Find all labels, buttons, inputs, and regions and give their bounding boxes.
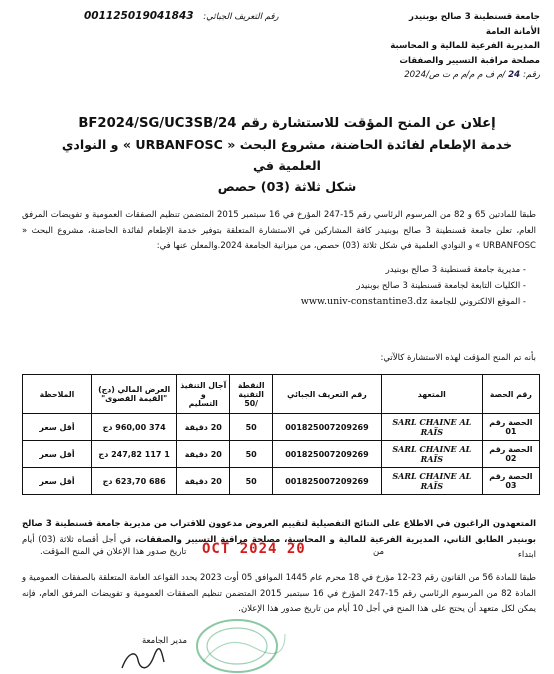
signatory-title: مدير الجامعة [142,636,188,646]
publication-list [301,262,526,310]
cell-tax-id: 001825007209269 [273,468,382,495]
website-label: الموقع الالكتروني للجامعة [429,297,521,307]
signature-block [142,634,187,648]
award-table [22,374,540,495]
announcement-title [60,114,514,197]
header-tech-score-line2: /50 [244,398,259,408]
cell-entity: SARL CHAINE AL RAÏS [381,468,482,495]
cell-tax-id: 001825007209269 [273,414,382,441]
intro-paragraph: طبقا للمادتين 65 و 82 من المرسوم الرئاسي رقم 15-247 المؤرخ في 16 سبتمبر 2015 المتضمن تنظيم الصفقات العمومية و تفويضات المرفق العام، تعلن جامعة قسنطينة 3 صالح بوبنيدر كافة المشاركين في الاستشارة المتعلقة بتوفير خدمة الإطعام لفائدة الحاضنة، مشروع البحث « URBANFOSC » و النوادي العلمية في شكل ثلاثة (03) حصص، من ميزانية الجامعة 2024.والمعلن عنها في: [22,210,537,251]
tax-id-label: رقم التعريف الجبائي: [203,12,279,22]
reference-line [325,68,540,83]
cell-delay: 20 دقيقة [177,414,230,441]
date-suffix: تاريخ صدور هذا الإعلان في المنح المؤقت. [40,547,187,557]
table-row [23,414,540,441]
date-stamp: 20 OCT 2024 [202,541,306,557]
cell-amount: 686 623,70 دج [92,468,177,495]
publication-item-website [301,294,526,310]
title-line-3: شكل ثلاثة (03) حصص [217,179,357,194]
reference-prefix: رقم: [523,70,540,81]
reference-suffix: /م ف م م/م م ت ص/2024 [404,70,506,81]
table-row [23,468,540,495]
header-delay-line1: آجال التنفيذ و [180,380,227,399]
official-seal-icon [185,612,290,674]
publication-item-faculties: - الكليات التابعة لجامعة قسنطينة 3 صالح بوبنيدر [301,278,526,294]
website-link[interactable]: www.univ-constantine3.dz [300,296,428,307]
cell-remark: أقل سعر [23,441,92,468]
cell-tech-score: 50 [230,414,273,441]
tax-id-value: 001125019041843 [84,10,194,22]
appeal-paragraph: طبقا للمادة 56 من القانون رقم 23-12 مؤرخ في 18 محرم عام 1445 الموافق 05 أوت 2023 يحدد القواعد العامة المتعلقة بالصفقات العمومية و المادة 82 من المرسوم الرئاسي رقم 15-247 المؤرخ في 16 سبتمبر 2015 المتضمن تنظيم الصفقات العمومية و تفويضات المرفق العام، فإنه يمكن لكل متعهد أن يحتج على هذا المنح في أجل 10 أيام من تاريخ صدور هذا الإعلان. [22,573,537,614]
subdirectorate-name: المديرية الفرعية للمالية و المحاسبة [390,41,540,52]
header-delay [177,375,230,414]
header-delay-line2: التسليم [188,398,218,408]
signature-mark-icon [118,646,166,674]
header-remarks: الملاحظة [23,375,92,414]
header-tech-score [230,375,273,414]
cell-entity: SARL CHAINE AL RAÏS [381,414,482,441]
table-intro: بأنه تم المنح المؤقت لهذه الاستشارة كالآتي: [380,353,536,363]
secretariat-name: الأمانة العامة [485,26,540,37]
cell-amount: 1 117 247,82 دج [92,441,177,468]
cell-entity: SARL CHAINE AL RAÏS [381,441,482,468]
cell-delay: 20 دقيقة [177,468,230,495]
tax-id-header [84,10,279,22]
cell-amount: 374 960,00 دج [92,414,177,441]
header-offer [92,375,177,414]
cell-remark: أقل سعر [23,414,92,441]
cell-tech-score: 50 [230,468,273,495]
publication-item-directorate: - مديرية جامعة قسنطينة 3 صالح بوبنيدر [301,262,526,278]
reference-number: 24 [508,70,521,81]
consultation-plain: في أجل أقصاه ثلاثة (03) أيام ابتداء [22,534,536,560]
header-lot: رقم الحصة [482,375,539,414]
cell-lot: الحصة رقم 02 [482,441,539,468]
title-line-2: خدمة الإطعام لفائدة الحاضنة، مشروع البحث « URBANFOSC » و النوادي العلمية في [61,137,513,173]
date-prefix: من [372,547,384,557]
consultation-bold: المتعهدون الراغبون في الاطلاع على النتائج التفصيلية لتقييم العروض مدعوون للاقتراب من مديرية جامعة قسنطينة 3 صالح بوبنيدر الطابق الثاني، المديرية الفرعية للمالية و المحاسبة، مصلحة مراقبة التسيير والصفقات، [22,519,536,545]
cell-lot: الحصة رقم 03 [482,468,539,495]
cell-delay: 20 دقيقة [177,441,230,468]
header-tax-id: رقم التعريف الجبائي [273,375,382,414]
header-tech-score-line1: النقطة التقنية [237,380,265,399]
table-header-row [23,375,540,414]
cell-remark: أقل سعر [23,468,92,495]
title-line-1: إعلان عن المنح المؤقت للاستشارة رقم BF2024/SG/UC3SB/24 [78,116,496,131]
header-offer-line2: "القيمة القصوى" [101,394,168,403]
header-offer-line1: العرض المالي (دج) [98,385,171,394]
header-entity: المتعهد [381,375,482,414]
university-name: جامعة قسنطينة 3 صالح بوبنيدر [409,12,540,22]
institution-header [325,10,540,83]
cell-tech-score: 50 [230,441,273,468]
office-name: مصلحة مراقبة التسيير والصفقات [399,55,540,66]
cell-tax-id: 001825007209269 [273,441,382,468]
table-row [23,441,540,468]
cell-lot: الحصة رقم 01 [482,414,539,441]
